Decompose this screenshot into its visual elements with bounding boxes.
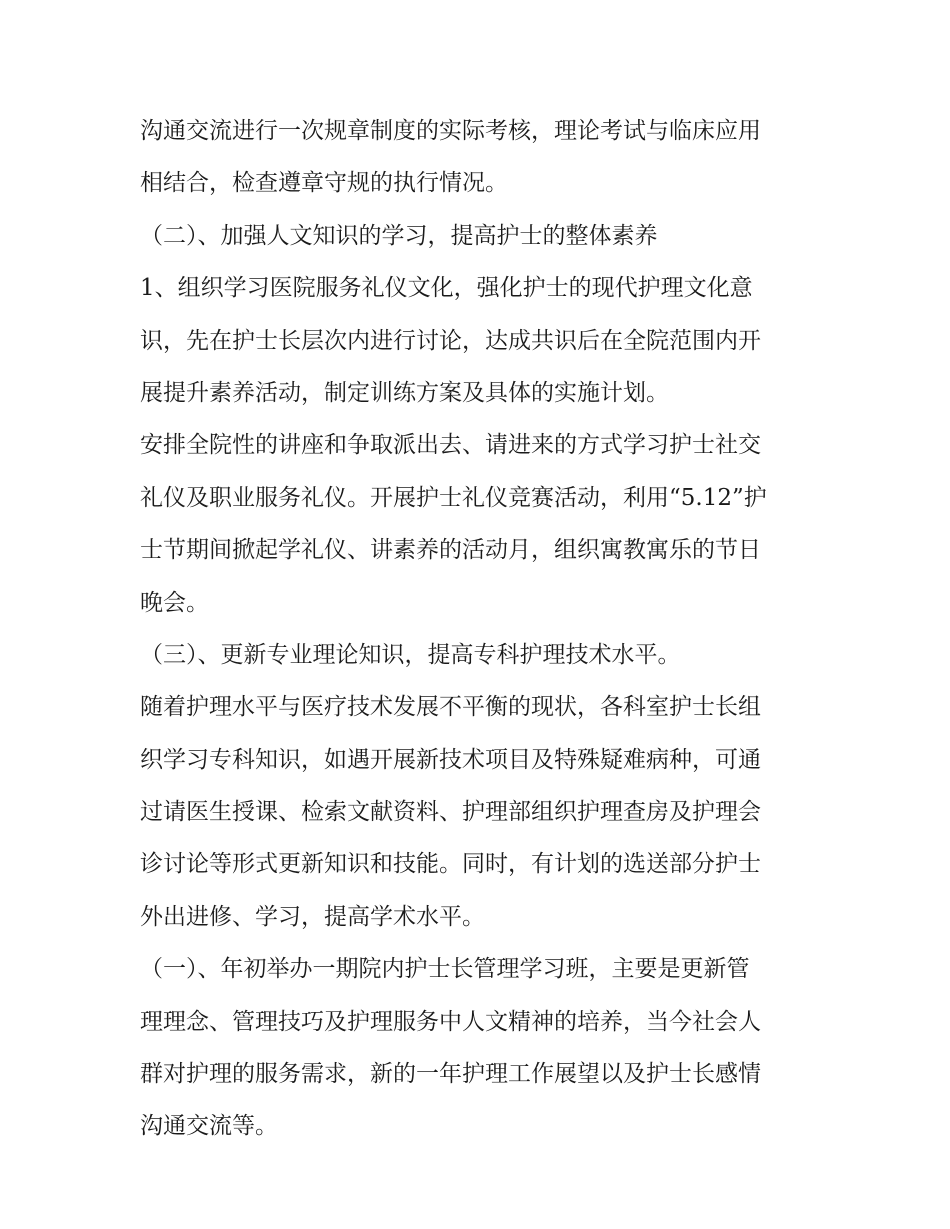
text-line: 礼仪及职业服务礼仪。开展护士礼仪竞赛活动，利用“5.12”护 [140, 484, 767, 511]
text-line: 晚会。 [140, 589, 209, 616]
text-line: 展提升素养活动，制定训练方案及具体的实施计划。 [140, 379, 669, 406]
text-line: 安排全院性的讲座和争取派出去、请进来的方式学习护士社交 [140, 432, 761, 459]
text-line: 群对护理的服务需求，新的一年护理工作展望以及护士长感情 [140, 1061, 761, 1088]
text-line: 沟通交流等。 [140, 1113, 278, 1140]
text-line: 过请医生授课、检索文献资料、护理部组织护理查房及护理会 [140, 799, 761, 826]
section-heading: （一）、年初举办一期院内护士长管理学习班，主要是更新管 [140, 956, 750, 983]
text-line: 士节期间掀起学礼仪、讲素养的活动月，组织寓教寓乐的节日 [140, 537, 761, 564]
text-line: 外出进修、学习，提高学术水平。 [140, 903, 485, 930]
text-line: 织学习专科知识，如遇开展新技术项目及特殊疑难病种，可通 [140, 746, 761, 773]
document-body [140, 105, 830, 1153]
text-line: 相结合，检查遵章守规的执行情况。 [140, 170, 508, 197]
text-line: 随着护理水平与医疗技术发展不平衡的现状，各科室护士长组 [140, 694, 761, 721]
text-line: 1、组织学习医院服务礼仪文化，强化护士的现代护理文化意 [140, 275, 753, 302]
text-line: 理理念、管理技巧及护理服务中人文精神的培养，当今社会人 [140, 1008, 761, 1035]
text-line: 识，先在护士长层次内进行讨论，达成共识后在全院范围内开 [140, 327, 761, 354]
section-heading: （二）、加强人文知识的学习，提高护士的整体素养 [140, 222, 658, 249]
section-heading: （三）、更新专业理论知识，提高专科护理技术水平。 [140, 641, 681, 668]
text-line: 沟通交流进行一次规章制度的实际考核，理论考试与临床应用 [140, 118, 761, 144]
text-line: 诊讨论等形式更新知识和技能。同时，有计划的选送部分护士 [140, 851, 761, 878]
